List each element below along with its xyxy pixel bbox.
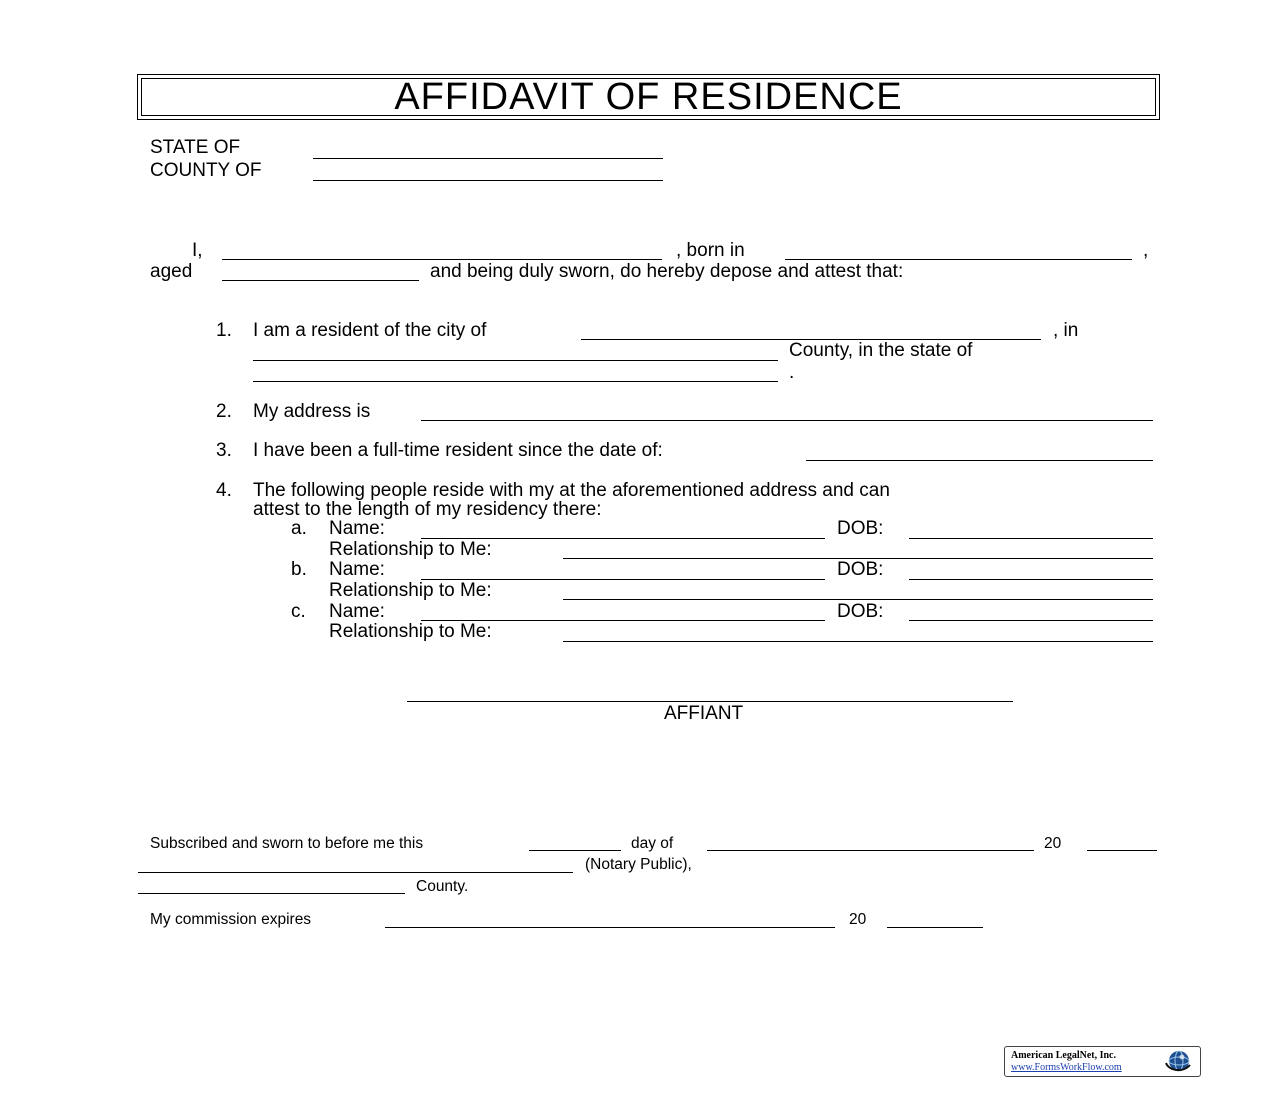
- forms-workflow-logo[interactable]: [1004, 1046, 1201, 1077]
- commission-year-prefix: 20: [849, 911, 867, 928]
- entry-a-rel-label: Relationship to Me:: [329, 539, 492, 560]
- notary-public-label: (Notary Public),: [585, 856, 692, 873]
- entry-b-relationship-field[interactable]: [563, 599, 1153, 600]
- intro-aged: aged: [150, 261, 193, 282]
- item3-number: 3.: [216, 440, 232, 461]
- state-of-residence-field[interactable]: [253, 381, 778, 382]
- entry-a-dob-field[interactable]: [909, 538, 1153, 539]
- item4-number: 4.: [216, 480, 232, 501]
- birthplace-field[interactable]: [785, 259, 1132, 260]
- affiant-signature-line[interactable]: [407, 701, 1013, 702]
- residence-date-field[interactable]: [806, 460, 1153, 461]
- entry-a-dob-label: DOB:: [837, 518, 884, 539]
- entry-b-dob-label: DOB:: [837, 559, 884, 580]
- intro-born-in: , born in: [676, 240, 745, 261]
- affiant-name-field[interactable]: [222, 259, 662, 260]
- notary-day-of: day of: [631, 835, 674, 852]
- notary-year-prefix: 20: [1044, 835, 1062, 852]
- item1-period: .: [789, 362, 795, 383]
- item3-text: I have been a full-time resident since the date of:: [253, 440, 663, 461]
- county-label: COUNTY OF: [150, 160, 262, 181]
- commission-expires-field[interactable]: [385, 927, 835, 928]
- notary-year-field[interactable]: [1087, 850, 1157, 851]
- county-field[interactable]: [313, 180, 663, 181]
- notary-county-label: County.: [416, 878, 469, 895]
- entry-a-name-label: Name:: [329, 518, 385, 539]
- item4-line1: The following people reside with my at the aforementioned address and can: [253, 480, 890, 501]
- age-field[interactable]: [222, 280, 419, 281]
- county-of-residence-field[interactable]: [253, 360, 778, 361]
- item1-text: I am a resident of the city of: [253, 320, 487, 341]
- logo-company-name: American LegalNet, Inc.: [1011, 1050, 1116, 1061]
- entry-c-relationship-field[interactable]: [563, 641, 1153, 642]
- intro-rest: and being duly sworn, do hereby depose and attest that:: [430, 261, 904, 282]
- entry-b-name-label: Name:: [329, 559, 385, 580]
- item1-number: 1.: [216, 320, 232, 341]
- notary-day-field[interactable]: [529, 850, 621, 851]
- document-title: AFFIDAVIT OF RESIDENCE: [394, 76, 903, 118]
- notary-month-field[interactable]: [707, 850, 1034, 851]
- item2-text: My address is: [253, 401, 371, 422]
- entry-c-dob-label: DOB:: [837, 601, 884, 622]
- notary-county-field[interactable]: [138, 893, 405, 894]
- intro-i: I,: [192, 240, 203, 261]
- globe-icon: [1163, 1049, 1193, 1073]
- notary-subscribed-text: Subscribed and sworn to before me this: [150, 835, 424, 852]
- entry-c-rel-label: Relationship to Me:: [329, 621, 492, 642]
- address-field[interactable]: [421, 420, 1153, 421]
- item1-in: , in: [1053, 320, 1079, 341]
- commission-year-field[interactable]: [887, 927, 983, 928]
- item4-line2: attest to the length of my residency there:: [253, 499, 602, 520]
- entry-b-letter: b.: [291, 559, 307, 580]
- entry-b-dob-field[interactable]: [909, 579, 1153, 580]
- state-field[interactable]: [313, 158, 663, 159]
- item1-county: County, in the state of: [789, 340, 973, 361]
- state-label: STATE OF: [150, 137, 241, 158]
- entry-c-name-label: Name:: [329, 601, 385, 622]
- title-inner-border: [141, 78, 1156, 116]
- item2-number: 2.: [216, 401, 232, 422]
- entry-c-letter: c.: [291, 601, 306, 622]
- notary-public-name-field[interactable]: [138, 872, 573, 873]
- intro-comma: ,: [1143, 240, 1149, 261]
- commission-expires-label: My commission expires: [150, 911, 312, 928]
- affiant-label: AFFIANT: [664, 703, 744, 724]
- entry-c-dob-field[interactable]: [909, 620, 1153, 621]
- entry-b-rel-label: Relationship to Me:: [329, 580, 492, 601]
- entry-a-letter: a.: [291, 518, 307, 539]
- logo-url-link[interactable]: www.FormsWorkFlow.com: [1011, 1062, 1122, 1073]
- title-box: [137, 74, 1160, 120]
